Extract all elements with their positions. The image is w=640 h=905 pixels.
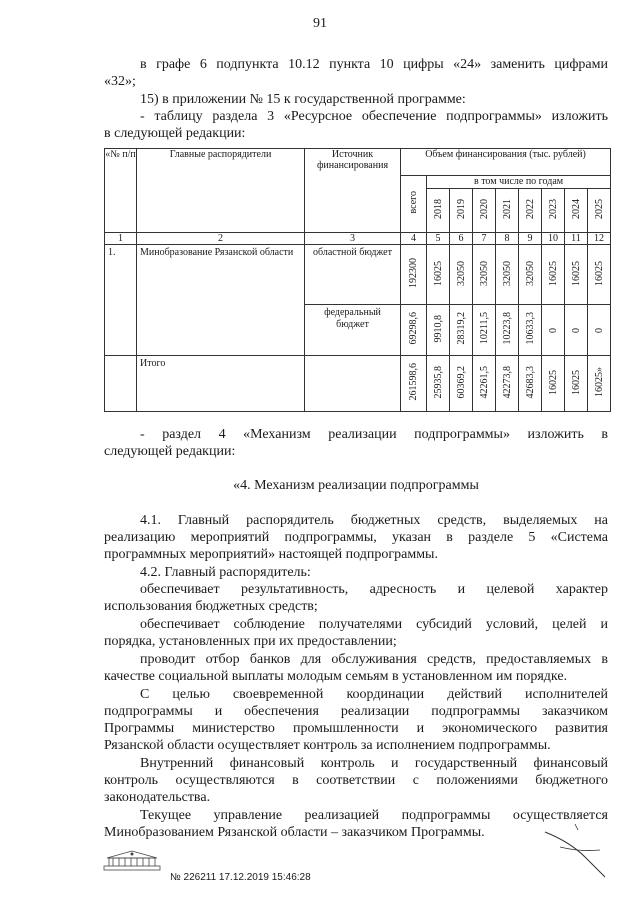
row-value: 60369,2 (450, 356, 473, 412)
row-value: 16025 (588, 245, 611, 305)
signature-mark-icon (540, 822, 610, 882)
column-number: 9 (519, 233, 542, 245)
row-value: 10633,3 (519, 305, 542, 356)
header-years-group: в том числе по годам (427, 176, 611, 189)
column-number: 4 (401, 233, 427, 245)
paragraph-6-line-2: подпрограммы и обеспечения реализации подпрограммы заказчиком (104, 704, 608, 719)
paragraph-3-line-1: обеспечивает результативность, адресность и целевой характер (140, 582, 608, 597)
intro-line-4: - таблицу раздела 3 «Ресурсное обеспечение подпрограммы» изложить (140, 109, 608, 124)
header-year: 2020 (473, 189, 496, 233)
row-value: 32050 (519, 245, 542, 305)
row-value: 10223,8 (496, 305, 519, 356)
row-value: 25935,8 (427, 356, 450, 412)
header-year: 2018 (427, 189, 450, 233)
column-number: 11 (565, 233, 588, 245)
row-value: 42683,3 (519, 356, 542, 412)
after-line-2: следующей редакции: (104, 444, 236, 459)
paragraph-6-line-4: Рязанской области осуществляет контроль за исполнением подпрограммы. (104, 738, 551, 753)
paragraph-8-line-1: Текущее управление реализацией подпрограммы осуществляется (140, 808, 608, 823)
row-value: 32050 (450, 245, 473, 305)
row-main-manager: Минобразование Рязанской области (137, 245, 305, 356)
header-main-managers: Главные распорядители (137, 149, 305, 233)
row-value: 42261,5 (473, 356, 496, 412)
header-year: 2025 (588, 189, 611, 233)
row-main-manager: Итого (137, 356, 305, 412)
row-value: 10211,5 (473, 305, 496, 356)
paragraph-4-1-line-1: 4.1. Главный распорядитель бюджетных средств, выделяемых на (140, 513, 608, 528)
header-total: всего (401, 176, 427, 233)
paragraph-7-line-3: законодательства. (104, 790, 211, 805)
column-number: 7 (473, 233, 496, 245)
header-year: 2019 (450, 189, 473, 233)
row-value: 42273,8 (496, 356, 519, 412)
section-heading: «4. Механизм реализации подпрограммы (233, 478, 479, 493)
row-value: 16025» (588, 356, 611, 412)
paragraph-3-line-2: использования бюджетных средств; (104, 599, 318, 614)
page-number: 91 (313, 16, 327, 31)
building-stamp-icon (103, 848, 161, 872)
header-year: 2023 (542, 189, 565, 233)
table-row-total (105, 356, 611, 412)
row-num: 1. (105, 245, 137, 356)
header-num: «№ п/п (105, 149, 137, 233)
row-total: 192300 (401, 245, 427, 305)
row-value: 0 (542, 305, 565, 356)
column-number: 1 (105, 233, 137, 245)
row-value: 16025 (542, 356, 565, 412)
header-source: Источник финансирования (305, 149, 401, 233)
row-value: 9910,8 (427, 305, 450, 356)
row-value: 0 (588, 305, 611, 356)
row-source: областной бюджет (305, 245, 401, 305)
row-total: 69298,6 (401, 305, 427, 356)
row-value: 0 (565, 305, 588, 356)
paragraph-4-2: 4.2. Главный распорядитель: (140, 565, 311, 580)
paragraph-4-line-2: порядка, установленных при их предоставлении; (104, 634, 397, 649)
row-value: 16025 (427, 245, 450, 305)
row-num (105, 356, 137, 412)
header-year: 2022 (519, 189, 542, 233)
row-value: 32050 (496, 245, 519, 305)
paragraph-7-line-1: Внутренний финансовый контроль и государственный финансовый (140, 756, 608, 771)
row-value: 16025 (565, 356, 588, 412)
row-total: 261598,6 (401, 356, 427, 412)
column-number: 10 (542, 233, 565, 245)
column-number: 2 (137, 233, 305, 245)
paragraph-4-1-line-2: реализацию мероприятий подпрограммы, указан в разделе 5 «Система (104, 530, 608, 545)
paragraph-4-line-1: обеспечивает соблюдение получателями субсидий условий, целей и (140, 617, 608, 632)
row-value: 16025 (565, 245, 588, 305)
column-number: 3 (305, 233, 401, 245)
intro-line-1: в графе 6 подпункта 10.12 пункта 10 цифры «24» заменить цифрами (140, 57, 608, 72)
column-number-row (105, 233, 611, 245)
resource-table (104, 148, 611, 412)
paragraph-4-1-line-3: программных мероприятий» настоящей подпрограммы. (104, 547, 438, 562)
row-source: федеральный бюджет (305, 305, 401, 356)
row-value: 16025 (542, 245, 565, 305)
paragraph-6-line-3: Программы министерство промышленности и экономического развития (104, 721, 608, 736)
column-number: 6 (450, 233, 473, 245)
header-year: 2021 (496, 189, 519, 233)
table-row (105, 245, 611, 305)
column-number: 8 (496, 233, 519, 245)
header-year: 2024 (565, 189, 588, 233)
paragraph-5-line-2: качестве социальной выплаты молодым семьям в установленном им порядке. (104, 669, 568, 684)
intro-line-2: «32»; (104, 74, 136, 89)
row-value: 28319,2 (450, 305, 473, 356)
after-line-1: - раздел 4 «Механизм реализации подпрограммы» изложить в (140, 427, 608, 442)
row-source (305, 356, 401, 412)
intro-line-3: 15) в приложении № 15 к государственной программе: (140, 92, 466, 107)
header-volume: Объем финансирования (тыс. рублей) (401, 149, 611, 176)
column-number: 12 (588, 233, 611, 245)
paragraph-7-line-2: контроль осуществляются в соответствии с положениями бюджетного (104, 773, 608, 788)
intro-line-5: в следующей редакции: (104, 126, 246, 141)
paragraph-6-line-1: С целью своевременной координации действий исполнителей (140, 687, 608, 702)
document-footer: № 226211 17.12.2019 15:46:28 (170, 872, 311, 883)
column-number: 5 (427, 233, 450, 245)
paragraph-8-line-2: Минобразованием Рязанской области – заказчиком Программы. (104, 825, 485, 840)
row-value: 32050 (473, 245, 496, 305)
paragraph-5-line-1: проводит отбор банков для обслуживания средств, предоставляемых в (140, 652, 608, 667)
